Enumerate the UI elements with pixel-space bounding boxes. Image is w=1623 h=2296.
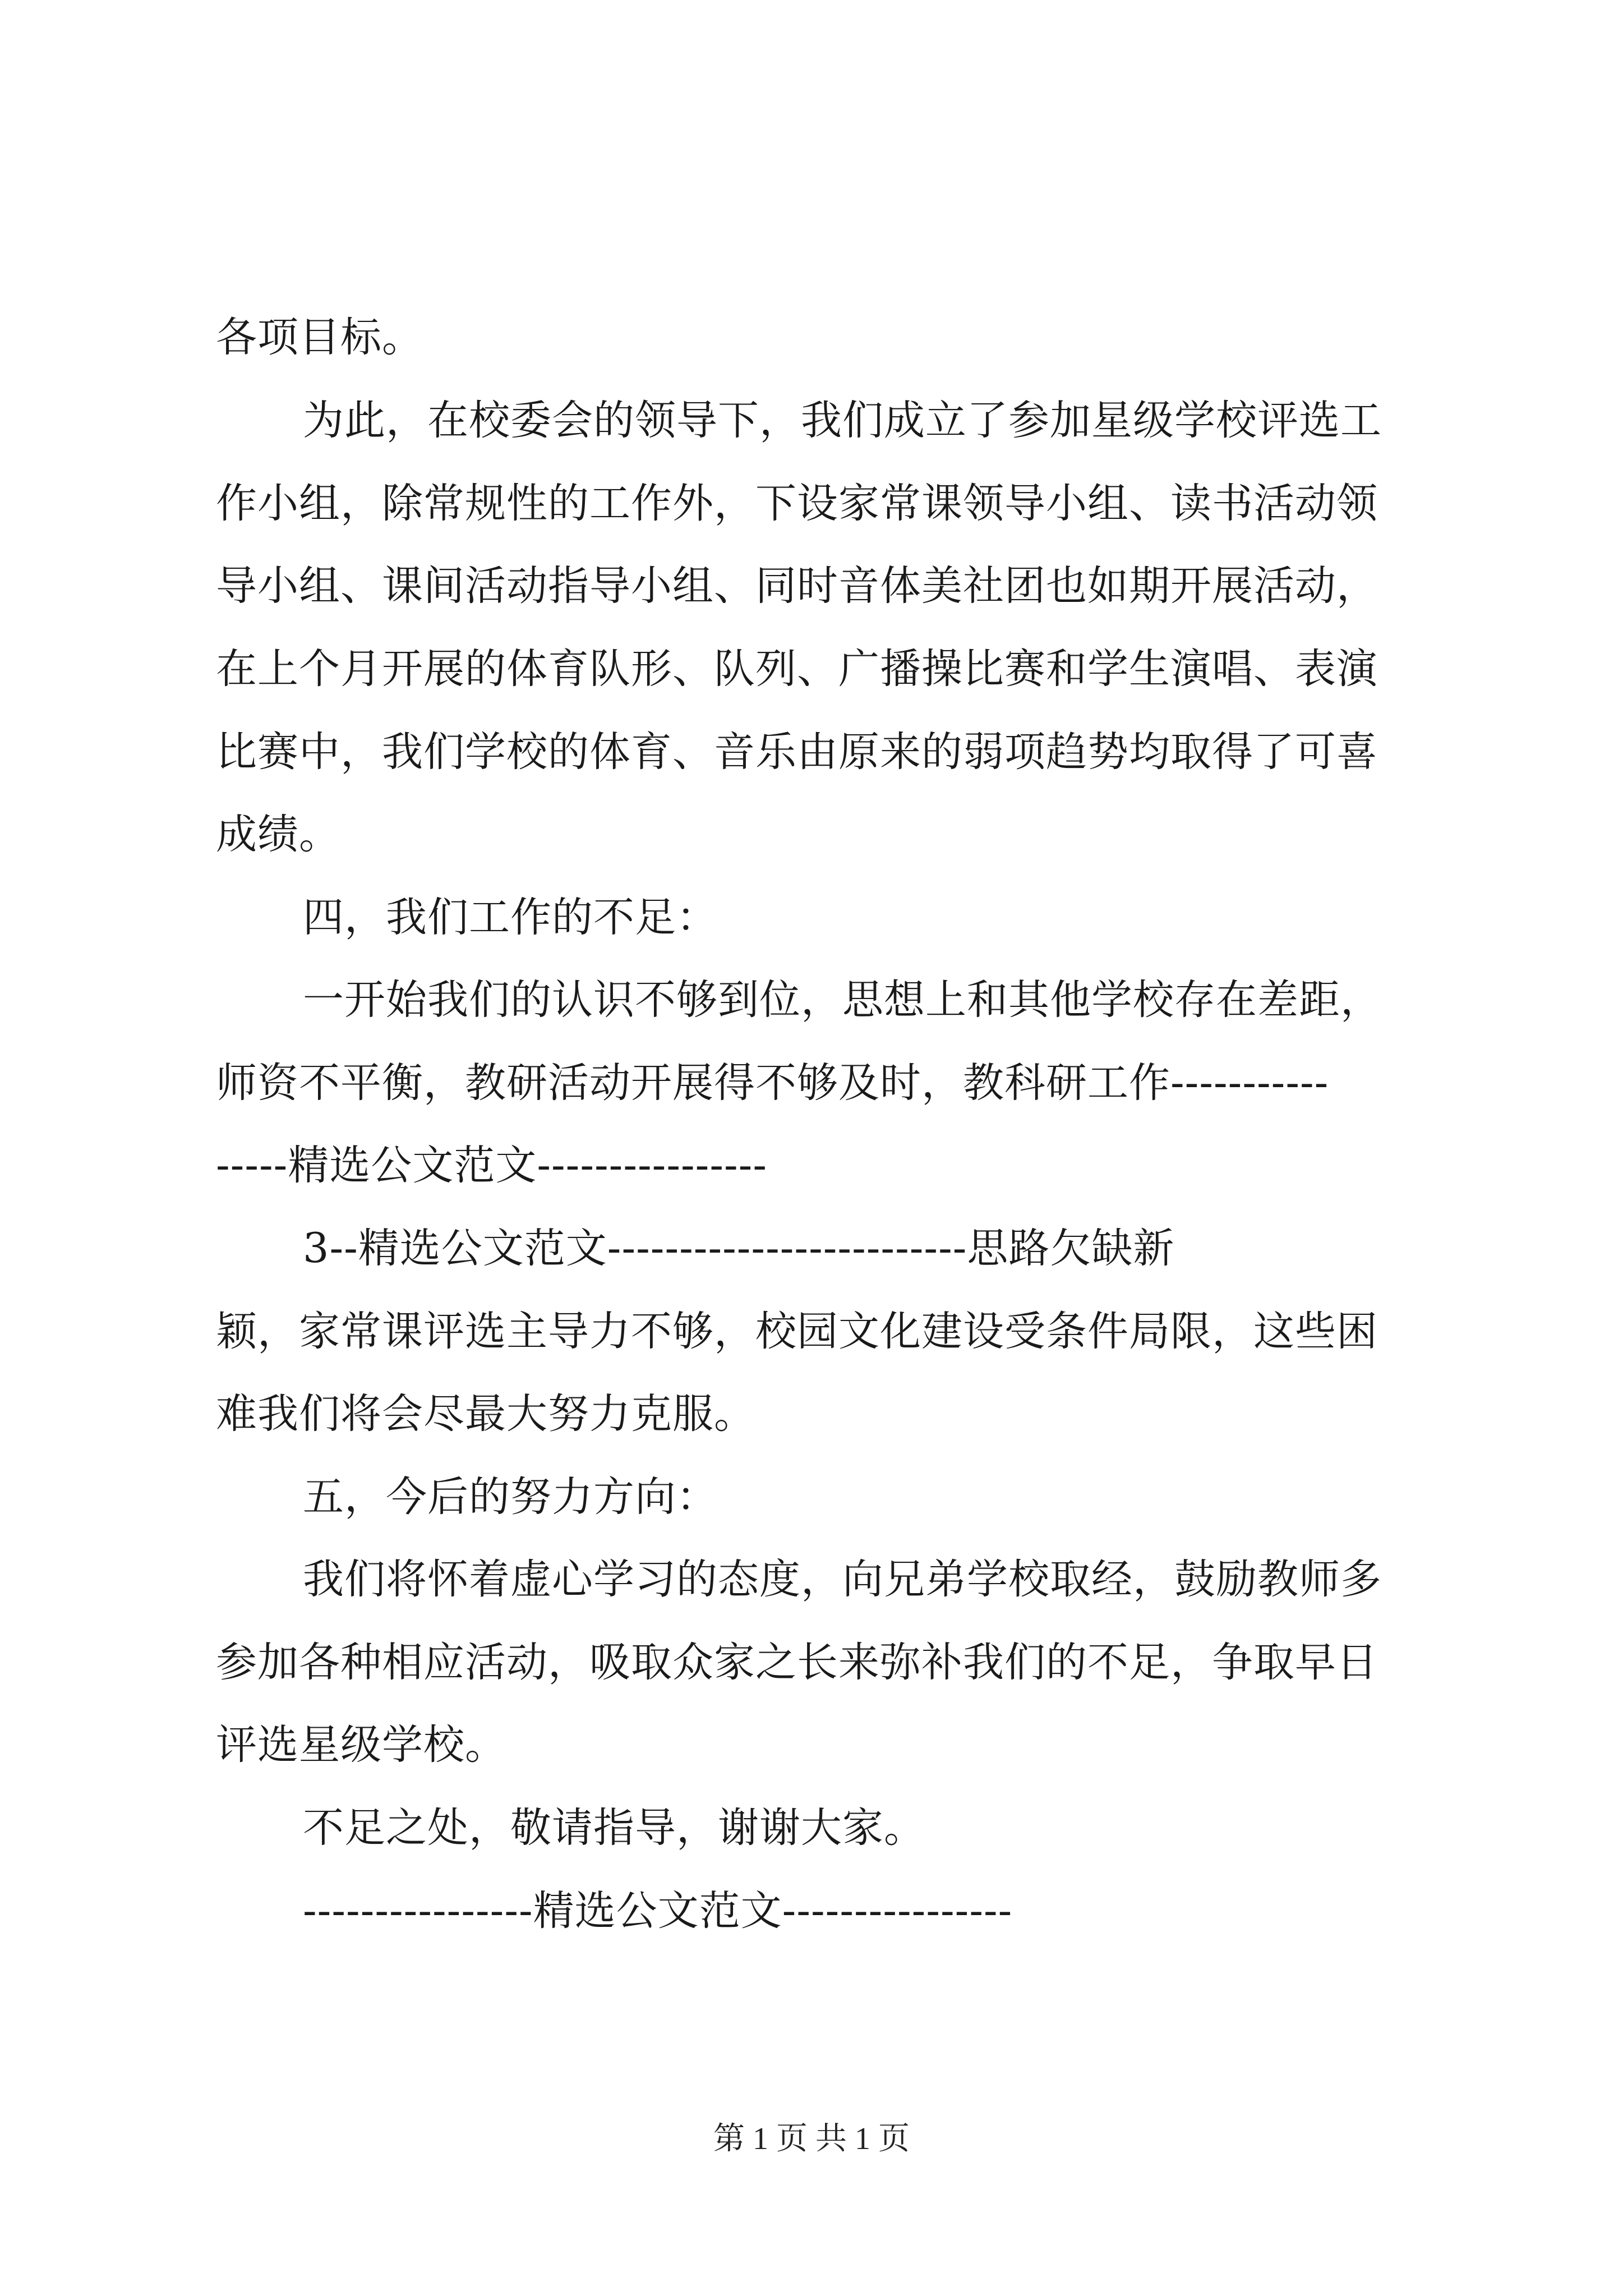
text-line: 各项目标。 xyxy=(216,314,423,361)
text-line: 作小组，除常规性的工作外，下设家常课领导小组、读书活动领 xyxy=(216,480,1378,527)
text-line: 评选星级学校。 xyxy=(216,1721,506,1769)
section-heading: 五，今后的努力方向： xyxy=(303,1473,718,1521)
page-number: 第 1 页 共 1 页 xyxy=(713,2122,910,2156)
text-line: 参加各种相应活动，吸取众家之长来弥补我们的不足，争取早日 xyxy=(216,1639,1378,1686)
text-line: 为此，在校委会的领导下，我们成立了参加星级学校评选工 xyxy=(303,397,1382,444)
text-line: 难我们将会尽最大努力克服。 xyxy=(216,1390,755,1438)
text-line: 比赛中，我们学校的体育、音乐由原来的弱项趋势均取得了可喜 xyxy=(216,728,1378,776)
text-line: 一开始我们的认识不够到位，思想上和其他学校存在差距， xyxy=(303,976,1382,1024)
text-line: 成绩。 xyxy=(216,811,340,858)
section-heading: 四，我们工作的不足： xyxy=(303,894,718,941)
text-line: 师资不平衡，教研活动开展得不够及时，教科研工作----------- xyxy=(216,1059,1329,1107)
separator-line: ----------------精选公文范文---------------- xyxy=(303,1887,1013,1935)
text-line: 3--精选公文范文-------------------------思路欠缺新 xyxy=(303,1225,1175,1272)
text-line: 我们将怀着虚心学习的态度，向兄弟学校取经，鼓励教师多 xyxy=(303,1556,1382,1603)
text-line: 不足之处，敬请指导，谢谢大家。 xyxy=(303,1804,925,1852)
separator-line: -----精选公文范文---------------- xyxy=(216,1142,767,1189)
text-line: 颖，家常课评选主导力不够，校园文化建设受条件局限，这些困 xyxy=(216,1308,1378,1355)
text-line: 导小组、课间活动指导小组、同时音体美社团也如期开展活动， xyxy=(216,562,1378,610)
text-line: 在上个月开展的体育队形、队列、广播操比赛和学生演唱、表演 xyxy=(216,645,1378,693)
